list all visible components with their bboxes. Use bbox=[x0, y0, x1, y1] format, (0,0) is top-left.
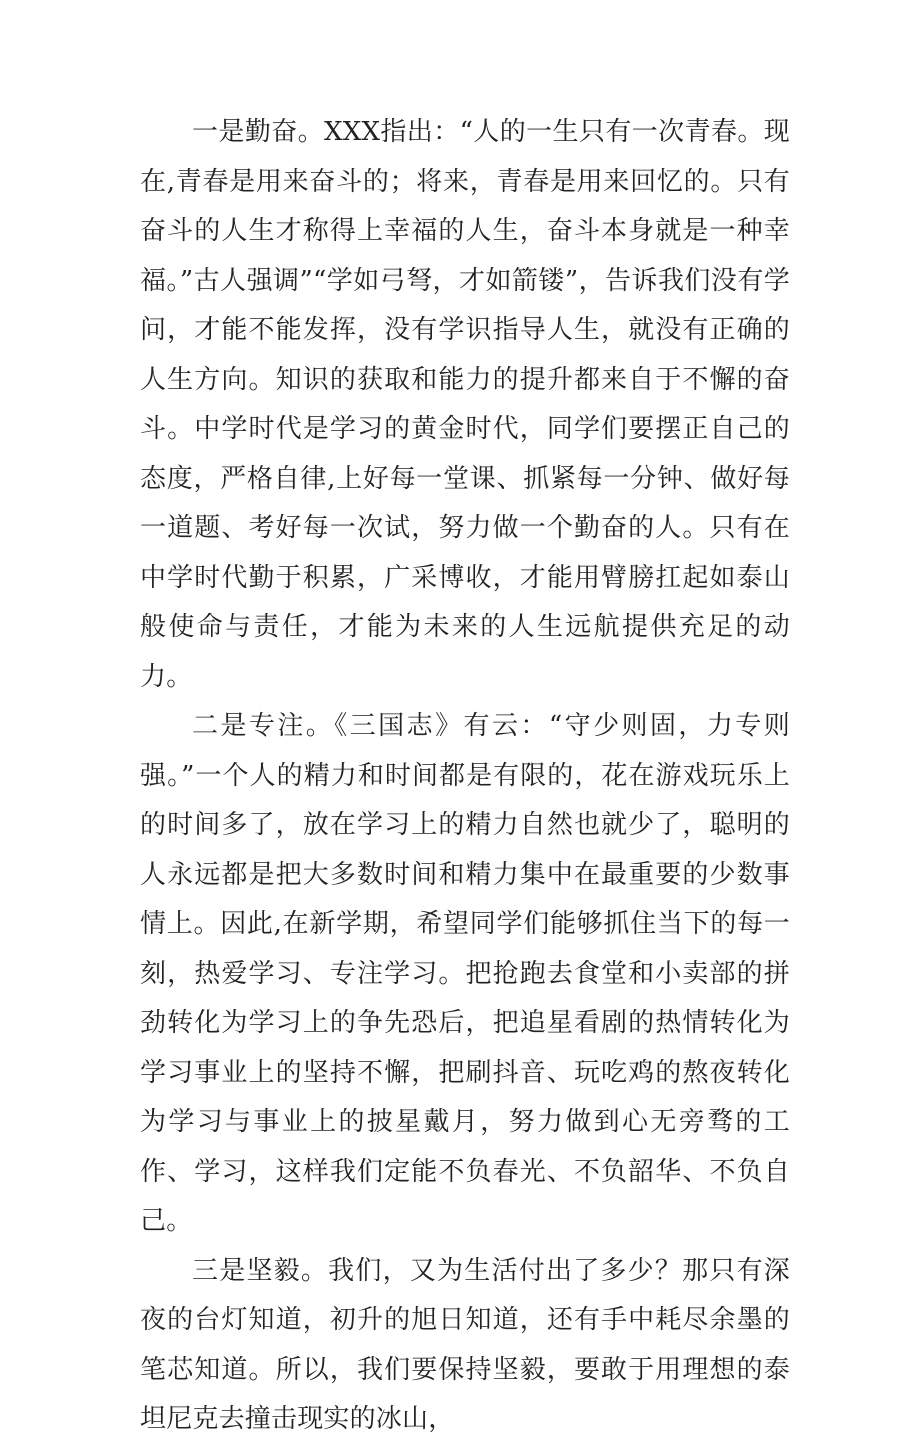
paragraph-focus: 二是专注。《三国志》有云：“守少则固，力专则强。”一个人的精力和时间都是有限的，花在游戏玩乐上的时间多了，放在学习上的精力自然也就少了，聪明的人永远都是把大多数时间和精力集中在最重要的少数事情上。因此,在新学期，希望同学们能够抓住当下的每一刻，热爱学习、专注学习。把抢跑去食堂和小卖部的拼劲转化为学习上的争先恐后，把追星看剧的热情转化为学习事业上的坚持不懈，把刷抖音、玩吃鸡的熬夜转化为学习与事业上的披星戴月，努力做到心无旁骛的工作、学习，这样我们定能不负春光、不负韶华、不负自己。 bbox=[140, 711, 790, 1236]
paragraph-diligence: 一是勤奋。XXX指出：“人的一生只有一次青春。现在,青春是用来奋斗的；将来，青春是用来回忆的。只有奋斗的人生才称得上幸福的人生，奋斗本身就是一种幸福。”古人强调”“学如弓弩，才如箭镂”，告诉我们没有学问，才能不能发挥，没有学识指导人生，就没有正确的人生方向。知识的获取和能力的提升都来自于不懈的奋斗。中学时代是学习的黄金时代，同学们要摆正自己的态度，严格自律,上好每一堂课、抓紧每一分钟、做好每一道题、考好每一次试，努力做一个勤奋的人。只有在中学时代勤于积累，广采博收，才能用臂膀扛起如泰山般使命与责任，才能为未来的人生远航提供充足的动力。 bbox=[140, 117, 790, 692]
paragraph-perseverance: 三是坚毅。我们，又为生活付出了多少？那只有深夜的台灯知道，初升的旭日知道，还有手中耗尽余墨的笔芯知道。所以，我们要保持坚毅，要敢于用理想的泰坦尼克去撞击现实的冰山， bbox=[140, 1255, 790, 1434]
document-body bbox=[140, 108, 790, 1445]
